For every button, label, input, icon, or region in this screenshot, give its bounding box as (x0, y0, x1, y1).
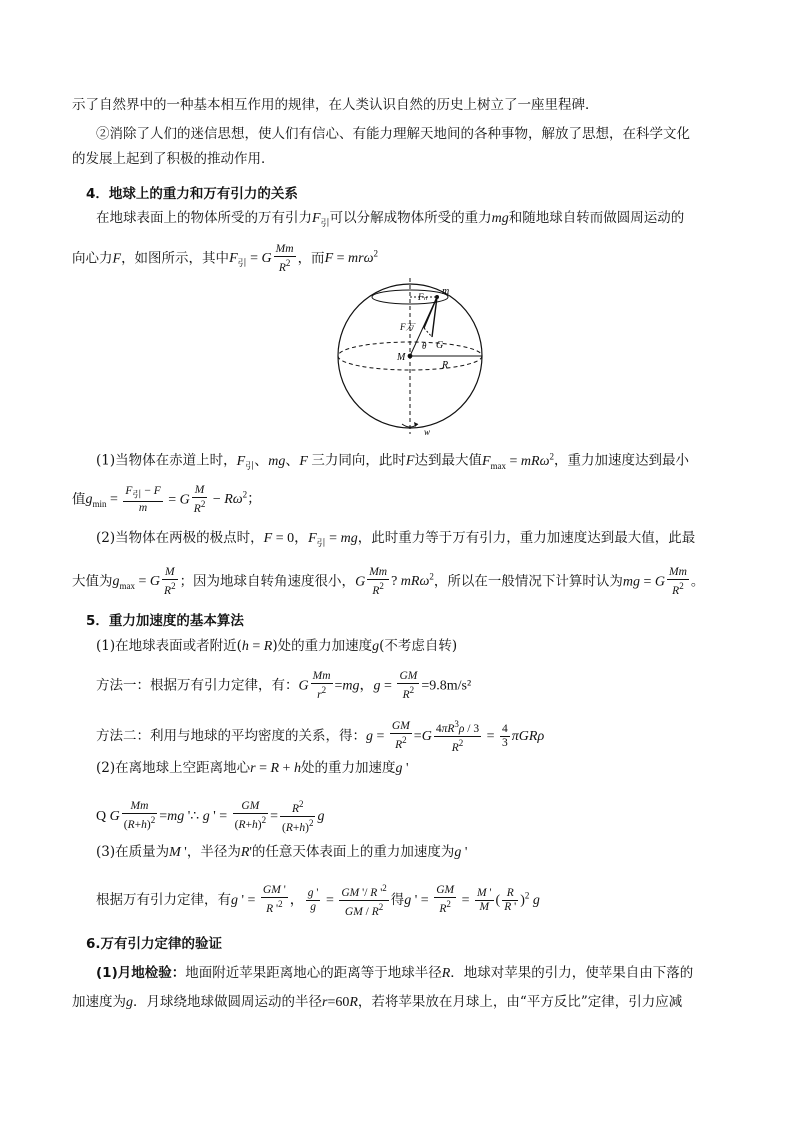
label-fn: Fₙ (418, 292, 428, 302)
paragraph-line: (2)在离地球上空距离地心r = R + h处的重力加速度g ' (96, 760, 409, 776)
label-M: M (397, 352, 406, 363)
paragraph-line: (1)月地检验：地面附近苹果距离地心的距离等于地球半径R．地球对苹果的引力，使苹果自由下落的 (96, 965, 694, 981)
label-w: w (424, 427, 431, 437)
paragraph-line: 大值为$g_{max} = G$ $\frac{M}{R^2}$ ；因为地球自转角速度很小，G $\frac{Mm}{R^2}$ ? mRω$^2$，所以在一般情况下计算时认为mg = G $\frac{Mm}{R^2}$ 。 (72, 566, 705, 597)
paragraph-line: (2)当物体在两极的极点时，F = 0，$F_引$ = mg，此时重力等于万有引力，重力加速度达到最大值，此最 (96, 530, 696, 548)
paragraph-line: 根据万有引力定律，有g ' = $\frac{GM '}{R '^2}$ ， $\frac{g '}{g}$ = $\frac{GM '/ R '^2}{GM / R^2}$ 得g ' = $\frac{GM}{R^2}$ = $\frac{M '}{M}$ ( $\frac{R}{R '}$ )$^2$ g (96, 883, 540, 918)
paragraph-line: 值$g_{min}$ = $\frac{F_引 - F}{m}$ = G $\frac{M}{R^2}$ − $R\omega^2$； (72, 484, 262, 515)
paragraph-line: 在地球表面上的物体所受的万有引力$F_引$可以分解成物体所受的重力mg和随地球自转而做圆周运动的 (96, 210, 685, 228)
label-R: R (442, 360, 449, 371)
paragraph-line: 方法一：根据万有引力定律，有：G $\frac{Mm}{r^2}$ =mg，g = $\frac{GM}{R^2}$ =9.8m/s² (96, 670, 472, 701)
paragraph-line: ②消除了人们的迷信思想，使人们有信心、有能力理解天地间的各种事物，解放了思想，在科学文化 (96, 126, 690, 142)
paragraph-line: 加速度为g．月球绕地球做圆周运动的半径r=60R，若将苹果放在月球上，由“平方反比”定律，引力应减 (72, 994, 683, 1010)
paragraph-line: (3)在质量为M '，半径为R'的任意天体表面上的重力加速度为g ' (96, 844, 468, 860)
paragraph-line: Q G $\frac{Mm}{(R+h)^2}$ =mg '∴ g ' = $\frac{GM}{(R+h)^2}$ = $\frac{R^2}{(R+h)^2}$ g (96, 799, 325, 834)
paragraph-line: 向心力F，如图所示，其中$F_引 = G$ $\frac{Mm}{R^2}$ ，而F = mrω$^2$ (72, 243, 378, 274)
label-fw: F万 (400, 322, 415, 332)
label-m: m (442, 286, 450, 297)
earth-diagram (326, 272, 496, 442)
paragraph-line: (1)当物体在赤道上时，$F_引$、mg、F 三力同向，此时F达到最大值$F_{max} = mR\omega^2$，重力加速度达到最小 (96, 451, 689, 471)
section-heading: 6.万有引力定律的验证 (86, 936, 223, 952)
paragraph-line: 方法二：利用与地球的平均密度的关系，得：g = $\frac{GM}{R^2}$ =G $\frac{4\pi R^3\rho / 3}{R^2}$ = $\frac{4}{3}$ πGRρ (96, 719, 545, 754)
paragraph-line: 示了自然界中的一种基本相互作用的规律，在人类认识自然的历史上树立了一座里程碑． (72, 97, 599, 113)
label-theta: θ (422, 341, 427, 351)
paragraph-line: 的发展上起到了积极的推动作用． (72, 151, 275, 167)
section-heading: 5．重力加速度的基本算法 (86, 613, 244, 629)
paragraph-line: (1)在地球表面或者附近(h = R)处的重力加速度g(不考虑自转) (96, 638, 458, 654)
section-heading: 4．地球上的重力和万有引力的关系 (86, 186, 298, 202)
label-g: G (436, 340, 444, 351)
